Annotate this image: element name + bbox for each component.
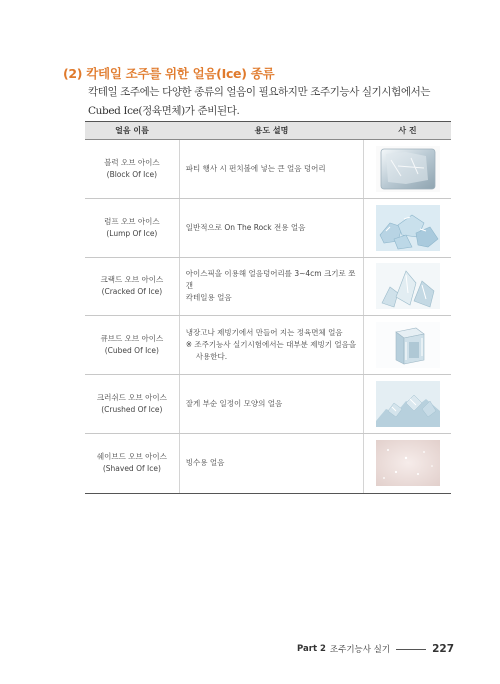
footer-section: 조주기능사 실기: [329, 645, 391, 655]
block-ice-photo: [376, 146, 440, 192]
ice-description-cell: [180, 258, 365, 316]
photo-cell: [364, 140, 451, 198]
table-row: [85, 258, 451, 317]
ice-name-korean: 크랙드 오브 아이스: [100, 275, 164, 285]
description-line: 빙수용 얼음: [185, 458, 225, 468]
ice-name-english: (Crushed Of Ice): [101, 405, 163, 415]
cubed-ice-photo: [376, 322, 440, 368]
ice-types-table: [85, 121, 451, 494]
section-heading: (2) 칵테일 조주를 위한 얼음(Ice) 종류: [63, 66, 275, 81]
shaved-ice-photo: [376, 440, 440, 486]
ice-name-english: (Cubed Of Ice): [104, 346, 159, 356]
photo-cell: [364, 199, 451, 257]
ice-name-korean: 큐브드 오브 아이스: [100, 334, 164, 344]
ice-name-korean: 럼프 오브 아이스: [104, 216, 160, 226]
ice-description-cell: [180, 140, 365, 198]
ice-description-cell: [180, 316, 365, 374]
page-footer: [297, 643, 454, 655]
header-name: 얼음 이름: [115, 126, 149, 135]
table-row: [85, 316, 451, 375]
description-line: ※ 조주기능사 실기시험에서는 대부분 제빙기 얼음을: [185, 340, 357, 350]
photo-cell: [364, 375, 451, 433]
table-row: [85, 140, 451, 199]
photo-cell: [364, 258, 451, 316]
page-number: 227: [432, 643, 454, 655]
ice-name-cell: [85, 199, 180, 257]
header-description: 용도 설명: [254, 126, 289, 135]
ice-name-cell: [85, 434, 180, 493]
intro-paragraph: 칵테일 조주에는 다양한 종류의 얼음이 필요하지만 조주기능사 실기시험에서는 Cubed Ice(정육면체)가 준비된다.: [88, 86, 431, 117]
table-row: [85, 375, 451, 434]
table-header: [85, 122, 451, 140]
ice-name-cell: [85, 375, 180, 433]
table-row: [85, 434, 451, 493]
description-line: 일반적으로 On The Rock 전용 얼음: [185, 222, 306, 232]
ice-name-english: (Block Of Ice): [106, 169, 158, 179]
ice-name-english: (Lump Of Ice): [106, 228, 158, 238]
description-line: 파티 행사 시 펀치볼에 넣는 큰 얼음 덩어리: [185, 163, 326, 173]
ice-name-cell: [85, 140, 180, 198]
description-line: 사용한다.: [195, 352, 228, 362]
table-row: [85, 199, 451, 258]
ice-description-cell: [180, 199, 365, 257]
ice-name-cell: [85, 316, 180, 374]
description-line: 잘게 부순 일정이 모양의 얼음: [185, 399, 283, 409]
ice-name-korean: 쉐이브드 오브 아이스: [96, 452, 167, 462]
cracked-ice-photo: [376, 263, 440, 309]
ice-name-cell: [85, 258, 180, 316]
photo-cell: [364, 316, 451, 374]
footer-rule: [396, 649, 426, 650]
footer-part: Part 2: [297, 644, 326, 654]
ice-name-english: (Shaved Of Ice): [102, 464, 161, 474]
ice-name-korean: 크러쉬드 오브 아이스: [96, 393, 167, 403]
header-photo: 사 진: [398, 126, 417, 135]
ice-description-cell: [180, 434, 365, 493]
description-line: 칵테일용 얼음: [185, 293, 232, 303]
lump-ice-photo: [376, 205, 440, 251]
ice-description-cell: [180, 375, 365, 433]
ice-name-english: (Cracked Of Ice): [101, 287, 163, 297]
photo-cell: [364, 434, 451, 493]
description-line: 냉장고나 제빙기에서 만들어 지는 정육면체 얼음: [185, 328, 343, 338]
description-line: 아이스픽을 이용해 얼음덩어리를 3~4cm 크기로 쪼갠: [185, 269, 356, 291]
ice-name-korean: 블럭 오브 아이스: [104, 157, 160, 167]
crushed-ice-photo: [376, 381, 440, 427]
